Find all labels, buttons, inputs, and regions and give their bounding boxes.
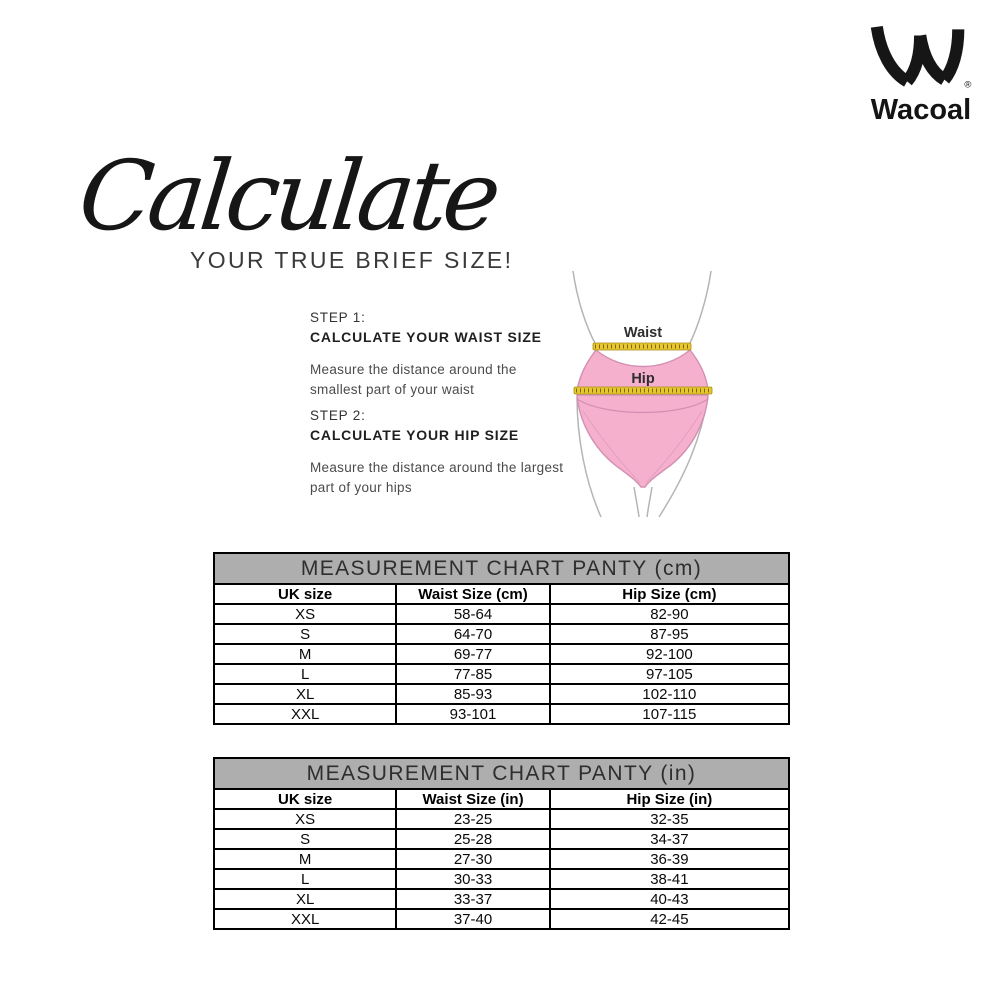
table-cell: 40-43 <box>550 889 789 909</box>
table-cell: 97-105 <box>550 664 789 684</box>
table-row <box>214 624 789 644</box>
torso-right-line <box>689 271 711 345</box>
table-cell: L <box>214 869 396 889</box>
hero-script-title: Calculate <box>74 140 502 252</box>
inner-left-thigh-line <box>634 487 639 517</box>
table-cell: S <box>214 624 396 644</box>
table-row <box>214 849 789 869</box>
table-cell: 107-115 <box>550 704 789 724</box>
brand-logo <box>856 20 986 127</box>
column-header: Waist Size (in) <box>396 789 550 809</box>
table-cell: 69-77 <box>396 644 550 664</box>
table-cell: M <box>214 644 396 664</box>
table-row <box>214 684 789 704</box>
table-cell: 77-85 <box>396 664 550 684</box>
hip-tape-icon <box>574 387 712 394</box>
table-row <box>214 604 789 624</box>
table-cell: XXL <box>214 909 396 929</box>
table-cell: 32-35 <box>550 809 789 829</box>
table-cell: 36-39 <box>550 849 789 869</box>
measurement-table-cm <box>213 552 790 725</box>
step-1-label: STEP 1: <box>310 310 366 325</box>
table-cell: XXL <box>214 704 396 724</box>
measurement-table-in <box>213 757 790 930</box>
table-row <box>214 664 789 684</box>
table-row <box>214 869 789 889</box>
table-row <box>214 909 789 929</box>
table-cell: L <box>214 664 396 684</box>
body-measurement-illustration <box>543 269 723 519</box>
table-cell: 64-70 <box>396 624 550 644</box>
table-cell: 87-95 <box>550 624 789 644</box>
column-header: UK size <box>214 789 396 809</box>
waist-tape-icon <box>593 343 691 350</box>
table-cell: 33-37 <box>396 889 550 909</box>
brand-wordmark: Wacoal <box>870 94 972 126</box>
table-cell: 85-93 <box>396 684 550 704</box>
table-cell: M <box>214 849 396 869</box>
table-cell: 58-64 <box>396 604 550 624</box>
table-row <box>214 809 789 829</box>
table-row <box>214 829 789 849</box>
table-cell: 42-45 <box>550 909 789 929</box>
table-title: MEASUREMENT CHART PANTY (in) <box>214 758 789 789</box>
column-header: Waist Size (cm) <box>396 584 550 604</box>
table-cell: 34-37 <box>550 829 789 849</box>
step-2-description: Measure the distance around the largest part of your hips <box>310 460 564 496</box>
table-cell: 23-25 <box>396 809 550 829</box>
table-title: MEASUREMENT CHART PANTY (cm) <box>214 553 789 584</box>
step-2-label: STEP 2: <box>310 408 366 423</box>
table-cell: 25-28 <box>396 829 550 849</box>
table-cell: 93-101 <box>396 704 550 724</box>
step-2 <box>310 408 574 499</box>
waist-label: Waist <box>623 325 663 341</box>
table-cell: XL <box>214 684 396 704</box>
column-header: UK size <box>214 584 396 604</box>
table-cell: 102-110 <box>550 684 789 704</box>
step-1-description: Measure the distance around the smallest part of your waist <box>310 362 517 398</box>
table-cell: 92-100 <box>550 644 789 664</box>
table-cell: XS <box>214 809 396 829</box>
table-cell: XS <box>214 604 396 624</box>
step-1 <box>310 310 548 401</box>
inner-right-thigh-line <box>647 487 652 517</box>
table-cell: XL <box>214 889 396 909</box>
table-cell: 37-40 <box>396 909 550 929</box>
table-cell: 38-41 <box>550 869 789 889</box>
registered-mark: ® <box>964 79 972 91</box>
wacoal-w-icon <box>869 20 973 96</box>
table-cell: S <box>214 829 396 849</box>
torso-left-line <box>573 271 596 345</box>
table-cell: 27-30 <box>396 849 550 869</box>
table-row <box>214 644 789 664</box>
hip-label: Hip <box>631 371 655 387</box>
table-cell: 82-90 <box>550 604 789 624</box>
step-2-title: CALCULATE YOUR HIP SIZE <box>310 427 519 443</box>
hero-subtitle: YOUR TRUE BRIEF SIZE! <box>190 247 514 273</box>
column-header: Hip Size (cm) <box>550 584 789 604</box>
step-1-title: CALCULATE YOUR WAIST SIZE <box>310 329 542 345</box>
table-row <box>214 889 789 909</box>
column-header: Hip Size (in) <box>550 789 789 809</box>
table-cell: 30-33 <box>396 869 550 889</box>
table-row <box>214 704 789 724</box>
